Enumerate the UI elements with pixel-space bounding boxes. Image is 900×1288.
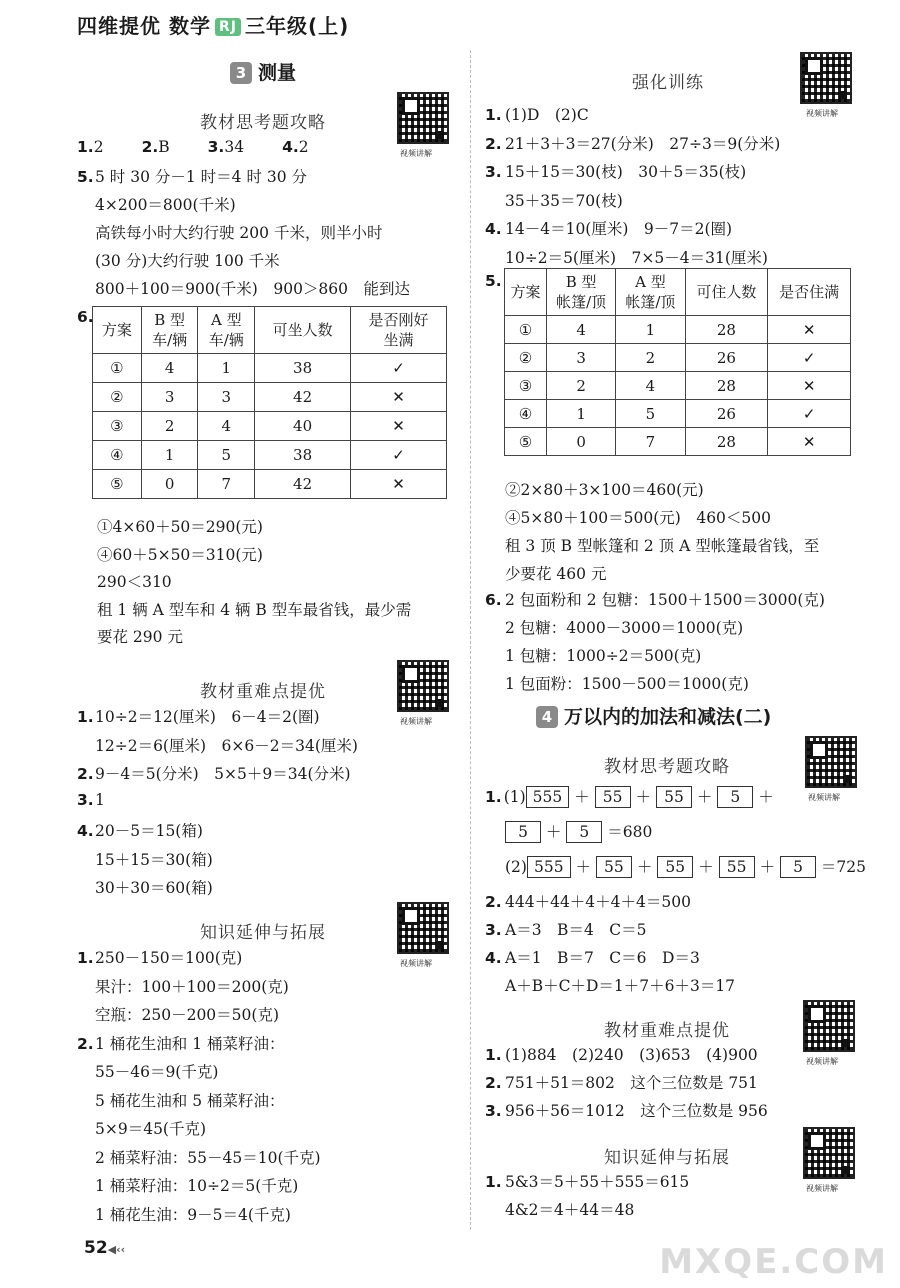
table-cell: ② (93, 383, 142, 412)
subsection-title: 知识延伸与拓展 (200, 923, 326, 943)
table-cell: 40 (255, 412, 351, 441)
page-header (0, 0, 900, 44)
question-number: 2. (485, 134, 502, 153)
answer-box: 55 (657, 856, 693, 878)
answer-line (485, 974, 735, 996)
answer-text: A＝3 B＝4 C＝5 (505, 921, 647, 939)
table-cell: ④ (505, 400, 547, 428)
subsection-title: 教材思考题攻略 (200, 113, 326, 133)
answer-text: 10÷2＝12(厘米) 6－4＝2(圈) (95, 708, 320, 726)
table-cell: ⑤ (505, 428, 547, 456)
question-number: 1. (77, 708, 94, 726)
answer-line (77, 165, 307, 187)
answer-line (485, 1198, 634, 1220)
answer-line (77, 975, 289, 997)
section-title: 测量 (258, 62, 297, 84)
answer-table (504, 268, 851, 456)
table-row (505, 344, 851, 372)
answer-box: 5 (566, 821, 602, 843)
answer-text: 1 桶菜籽油：10÷2＝5(千克) (95, 1177, 299, 1195)
answer-line: ②2×80＋3×100＝460(元) (505, 481, 704, 499)
qr-code-icon[interactable] (805, 736, 857, 788)
question-number: 3. (485, 921, 502, 939)
table-cell: 28 (685, 372, 768, 400)
table-cell: 4 (616, 372, 685, 400)
answer-line (77, 1146, 321, 1168)
answer-text: 5 时 30 分－1 时＝4 时 30 分 (95, 168, 308, 186)
section-number: 3 (230, 62, 252, 84)
answer-box: 55 (719, 856, 755, 878)
column-header: 方案 (505, 269, 547, 316)
fill-box-line: 1. (1) 555 ＋ 55 ＋ 55 ＋ 5 ＋ (485, 788, 774, 806)
answer-text: 20－5＝15(箱) (95, 822, 203, 840)
answer-text: (1)884 (2)240 (3)653 (4)900 (505, 1046, 758, 1064)
answer-text: A＝1 B＝7 C＝6 D＝3 (505, 949, 700, 967)
answer-line: ④60＋5×50＝310(元) (97, 545, 263, 564)
page-number (84, 1238, 125, 1258)
answer-text: A＋B＋C＋D＝1＋7＋6＋3＝17 (505, 977, 736, 995)
subsection-title: 教材思考题攻略 (604, 757, 730, 777)
answer-text: 34 (224, 138, 245, 156)
question-number: 4. (77, 822, 94, 840)
question-number: 4. (485, 220, 502, 238)
table-cell: 2 (141, 412, 198, 441)
table-header-row (93, 307, 447, 354)
answer-line (77, 1060, 218, 1082)
answer-line (485, 160, 746, 182)
table-row (93, 383, 447, 412)
question-number: 2. (77, 1034, 94, 1053)
answer-line (77, 705, 320, 727)
answer-line (77, 1203, 291, 1225)
answer-line (77, 791, 105, 809)
table-cell: 0 (141, 470, 198, 499)
answer-line (77, 1117, 206, 1139)
answer-line (485, 189, 623, 211)
answer-line (485, 1099, 768, 1121)
table-cell: 38 (255, 354, 351, 383)
answer-line (485, 1043, 758, 1065)
qr-label: 视频讲解 (400, 959, 432, 968)
table-cell: ③ (93, 412, 142, 441)
table-cell: 3 (198, 383, 255, 412)
column-header: B 型 车/辆 (141, 307, 198, 354)
arrow-icon: ◀‹‹ (107, 1243, 126, 1256)
table-row (505, 400, 851, 428)
answer-box: 55 (595, 786, 631, 808)
column-divider (470, 50, 471, 1230)
answer-text: 250－150＝100(克) (95, 949, 243, 967)
answer-box: 5 (717, 786, 753, 808)
table-cell: ✕ (351, 470, 447, 499)
answer-line (77, 946, 242, 968)
answer-text: 55－46＝9(千克) (95, 1063, 219, 1081)
book-title-text: 四维提优 数学 (77, 14, 211, 38)
answer-line: ①4×60＋50＝290(元) (97, 518, 263, 536)
qr-code-icon[interactable] (803, 1000, 855, 1052)
answer-line (485, 946, 700, 968)
answer-text: 1 桶花生油和 1 桶菜籽油： (95, 1034, 285, 1053)
answer-text: 5×9＝45(千克) (95, 1120, 207, 1138)
table-cell: 2 (547, 372, 616, 400)
answer-text: (2) (505, 858, 527, 876)
answer-line (485, 1170, 689, 1192)
question-number: 6. (77, 308, 94, 326)
answer-line (485, 103, 589, 125)
section-title: 万以内的加法和减法(二) (564, 706, 772, 728)
table-cell: ④ (93, 441, 142, 470)
answer-text: B (158, 138, 170, 156)
answer-box: 555 (527, 856, 571, 878)
question-number: 1. (485, 106, 502, 124)
answer-line (485, 217, 732, 239)
qr-label: 视频讲解 (400, 717, 432, 726)
table-cell: 42 (255, 383, 351, 412)
table-cell: ✕ (351, 383, 447, 412)
subsection-title: 知识延伸与拓展 (604, 1148, 730, 1168)
table-row (93, 470, 447, 499)
section-heading-3 (230, 58, 296, 85)
table-row (505, 428, 851, 456)
question-number: 1. (485, 1046, 502, 1064)
qr-code-icon[interactable] (803, 1127, 855, 1179)
table-cell: 26 (685, 400, 768, 428)
answer-line (77, 138, 347, 156)
answer-text: 1 包面粉：1500－500＝1000(克) (505, 675, 749, 693)
answer-line: ④5×80＋100＝500(元) 460＜500 (505, 509, 772, 527)
answer-text: 4&2＝4＋44＝48 (505, 1201, 635, 1219)
question-number: 5. (77, 168, 94, 186)
table-cell: ✓ (768, 400, 851, 428)
question-number: 4. (282, 138, 299, 156)
table-cell: ① (505, 316, 547, 344)
question-number: 1. (77, 949, 94, 967)
table-cell: 2 (616, 344, 685, 372)
answer-line: 要花 290 元 (97, 628, 183, 646)
question-number: 2. (141, 138, 159, 156)
answer-line (485, 588, 825, 610)
answer-line (77, 1003, 279, 1025)
answer-line (485, 890, 691, 912)
answer-line (77, 819, 203, 841)
answer-box: 5 (505, 821, 541, 843)
question-number: 6. (485, 591, 502, 609)
question-number: 5. (485, 272, 502, 290)
table-cell: 4 (547, 316, 616, 344)
answer-text: 2 桶菜籽油：55－45＝10(千克) (95, 1148, 321, 1167)
table-cell: 7 (616, 428, 685, 456)
answer-line: 租 1 辆 A 型车和 4 辆 B 型车最省钱，最少需 (97, 600, 412, 619)
table-cell: 3 (547, 344, 616, 372)
grade-text: 三年级(上) (244, 14, 350, 38)
answer-text: 5&3＝5＋55＋555＝615 (505, 1173, 690, 1191)
column-header: 方案 (93, 307, 142, 354)
answer-box: 555 (526, 786, 570, 808)
question-number: 2. (77, 765, 94, 783)
table-row (93, 354, 447, 383)
watermark-logo: MXQE.COM (659, 1242, 888, 1282)
table-cell: 4 (141, 354, 198, 383)
table-cell: 5 (198, 441, 255, 470)
answer-line (77, 762, 351, 784)
table-row (505, 316, 851, 344)
column-header: 可住人数 (685, 269, 768, 316)
answer-line: (30 分)大约行驶 100 千米 (95, 252, 280, 270)
answer-line: 少要花 460 元 (505, 565, 607, 583)
answer-line (77, 1089, 285, 1111)
table-cell: ③ (505, 372, 547, 400)
answer-text: 751＋51＝802 这个三位数是 751 (505, 1074, 758, 1092)
column-header: 可坐人数 (255, 307, 351, 354)
answer-line (77, 734, 358, 756)
answer-line (485, 616, 743, 638)
table-row (93, 441, 447, 470)
answer-text: 2 包糖：4000－3000＝1000(克) (505, 619, 744, 637)
table-cell: ① (93, 354, 142, 383)
answer-line: 290＜310 (97, 573, 172, 591)
answer-table (92, 306, 447, 499)
fill-box-line: (2) 555 ＋ 55 ＋ 55 ＋ 55 ＋ 5 ＝725 (505, 858, 867, 876)
table-cell: 1 (198, 354, 255, 383)
answer-line (77, 848, 213, 870)
answer-box: 55 (596, 856, 632, 878)
qr-code-icon[interactable] (397, 660, 449, 712)
table-cell: ✕ (768, 428, 851, 456)
answer-line (485, 132, 780, 154)
answer-text: 5 桶花生油和 5 桶菜籽油： (95, 1091, 285, 1110)
book-title (77, 10, 349, 39)
answer-text: 10÷2＝5(厘米) 7×5－4＝31(厘米) (505, 248, 768, 267)
page-number-text: 52 (84, 1238, 108, 1258)
subsection-title: 教材重难点提优 (604, 1021, 730, 1041)
question-number: 2. (485, 893, 502, 911)
answer-line: 800＋100＝900(千米) 900＞860 能到达 (95, 280, 411, 298)
table-cell: 1 (141, 441, 198, 470)
table-cell: ✕ (351, 412, 447, 441)
table-cell: 5 (616, 400, 685, 428)
answer-text: 444＋44＋4＋4＋4＝500 (505, 893, 691, 911)
answer-line: 4×200＝800(千米) (95, 196, 236, 214)
answer-line (77, 1174, 298, 1196)
answer-text: 35＋35＝70(枝) (505, 191, 623, 210)
answer-line (485, 644, 701, 666)
answer-line (77, 1032, 285, 1054)
question-number: 3. (485, 163, 502, 181)
table-cell: ✓ (768, 344, 851, 372)
qr-label: 视频讲解 (808, 793, 840, 802)
answer-line (77, 876, 213, 898)
answer-line: 租 3 顶 B 型帐篷和 2 顶 A 型帐篷最省钱，至 (505, 537, 820, 555)
table-cell: 3 (141, 383, 198, 412)
section-heading-4 (536, 702, 771, 729)
question-number: 1. (485, 1173, 502, 1191)
table-cell: 38 (255, 441, 351, 470)
qr-label: 视频讲解 (400, 149, 432, 158)
answer-text: 30＋30＝60(箱) (95, 879, 213, 897)
table-row (505, 372, 851, 400)
answer-line (485, 672, 749, 694)
answer-line (485, 918, 647, 940)
fill-box-line: 5 ＋ 5 ＝680 (505, 820, 652, 843)
table-cell: 42 (255, 470, 351, 499)
qr-code-icon[interactable] (397, 902, 449, 954)
table-header-row (505, 269, 851, 316)
table-cell: 1 (616, 316, 685, 344)
answer-text: 2 (93, 138, 104, 156)
edition-badge: RJ (215, 18, 241, 36)
answer-text: 果汁：100＋100＝200(克) (95, 977, 289, 996)
question-number: 3. (485, 1102, 502, 1120)
question-number: 2. (485, 1074, 502, 1092)
section-number: 4 (536, 706, 558, 728)
answer-line (485, 1071, 758, 1093)
answer-box: 55 (656, 786, 692, 808)
qr-code-icon[interactable] (800, 52, 852, 104)
answer-text: ＝680 (602, 823, 653, 841)
table-cell: ✕ (768, 316, 851, 344)
qr-label: 视频讲解 (806, 1057, 838, 1066)
table-cell: ✓ (351, 354, 447, 383)
column-header: A 型 车/辆 (198, 307, 255, 354)
table-cell: ⑤ (93, 470, 142, 499)
table-cell: 1 (547, 400, 616, 428)
column-header: B 型 帐篷/顶 (547, 269, 616, 316)
answer-line: 高铁每小时大约行驶 200 千米，则半小时 (95, 224, 383, 242)
qr-label: 视频讲解 (806, 109, 838, 118)
table-cell: 28 (685, 428, 768, 456)
answer-text: 14－4＝10(厘米) 9－7＝2(圈) (505, 220, 733, 238)
answer-text: 空瓶：250－200＝50(克) (95, 1006, 279, 1024)
answer-text: ＝725 (816, 858, 867, 876)
qr-label: 视频讲解 (806, 1184, 838, 1193)
answer-text: 9－4＝5(分米) 5×5＋9＝34(分米) (95, 765, 351, 783)
answer-text: 15＋15＝30(箱) (95, 850, 213, 869)
table-cell: 7 (198, 470, 255, 499)
answer-text: 1 桶花生油：9－5＝4(千克) (95, 1205, 291, 1224)
column-header: A 型 帐篷/顶 (616, 269, 685, 316)
question-number: 3. (207, 138, 225, 156)
answer-text: 1 包糖：1000÷2＝500(克) (505, 647, 702, 665)
table-cell: 28 (685, 316, 768, 344)
table-row (93, 412, 447, 441)
answer-text: 2 包面粉和 2 包糖：1500＋1500＝3000(克) (505, 591, 825, 609)
table-cell: ✓ (351, 441, 447, 470)
subsection-title: 强化训练 (632, 73, 704, 93)
answer-text: 21＋3＋3＝27(分米) 27÷3＝9(分米) (505, 134, 781, 153)
qr-code-icon[interactable] (397, 92, 449, 144)
question-number: 1. (77, 138, 94, 156)
answer-text: (1)D (2)C (505, 106, 589, 124)
question-number: 3. (77, 790, 94, 809)
subsection-title: 教材重难点提优 (200, 682, 326, 702)
answer-text: 15＋15＝30(枝) 30＋5＝35(枝) (505, 163, 747, 181)
question-number: 1. (485, 788, 502, 806)
answer-text: 12÷2＝6(厘米) 6×6－2＝34(厘米) (95, 736, 358, 755)
table-cell: 0 (547, 428, 616, 456)
column-header: 是否刚好 坐满 (351, 307, 447, 354)
table-cell: 4 (198, 412, 255, 441)
answer-text: 1 (95, 790, 105, 809)
answer-text: 2 (298, 138, 309, 156)
answer-text: 956＋56＝1012 这个三位数是 956 (505, 1102, 768, 1120)
answer-box: 5 (780, 856, 816, 878)
table-cell: ✕ (768, 372, 851, 400)
question-number: 4. (485, 949, 502, 967)
table-cell: 26 (685, 344, 768, 372)
answer-line (485, 246, 768, 268)
answer-text: (1) (503, 788, 526, 806)
table-cell: ② (505, 344, 547, 372)
column-header: 是否住满 (768, 269, 851, 316)
